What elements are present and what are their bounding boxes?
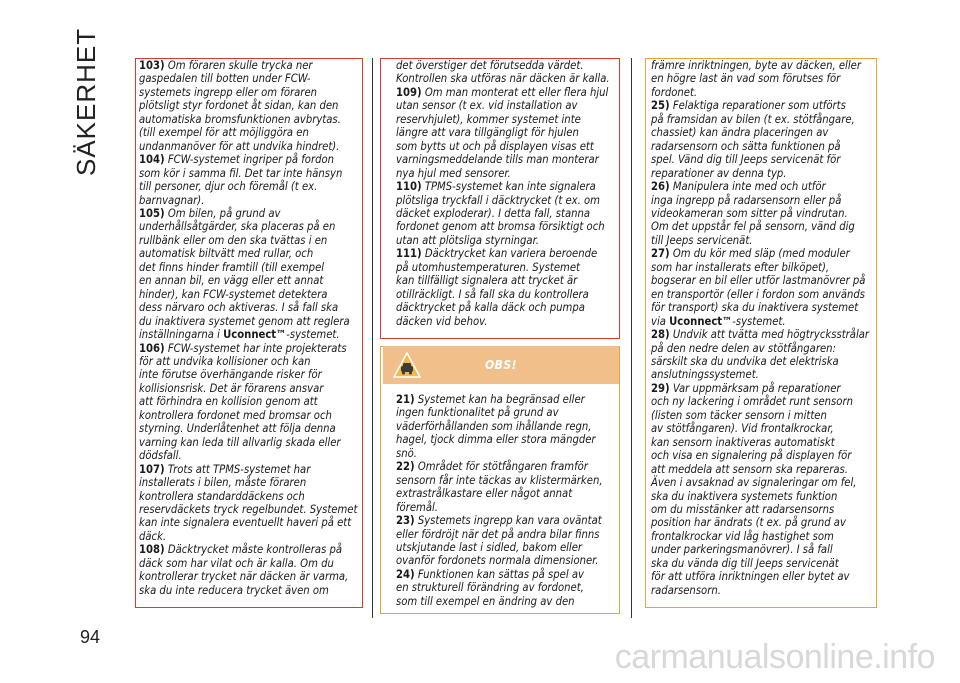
column-divider-2 [631,58,632,618]
watermark: carmanualsonline.info [614,638,935,676]
note-item: 27) Om du kör med släp (med moduler som har installerats efter bilköpet), bogserar en bil eller utför lastmanövrer på en transportör (eller i fordon som används för transport) ska du inaktivera systemet via Uconnect™-systemet. [651,247,866,328]
note-item: 107) Trots att TPMS-systemet har installerats i bilen, måste föraren kontrollera standarddäckens och reservdäckets tryck regelbundet. Systemet kan inte signalera eventuellt haveri på ett däck. [139,462,358,543]
column-divider-1 [372,58,373,618]
note-number: 27) [651,247,670,261]
continued-paragraph: det överstiger det förutsedda värdet. Kontrollen ska utföras när däcken är kalla. [396,59,610,86]
note-item: 105) Om bilen, på grund av underhållsåtgärder, ska placeras på en rullbänk eller om den ska tvättas i en automatisk biltvätt med rullar, och det finns hinder framtill (till exempel en annan bil, en vägg eller ett annat hinder), kan FCW-systemet detektera dess närvaro och aktiveras. I så fall ska du inaktivera systemet genom att reglera inställningarna i Uconnect™-systemet. [139,206,350,342]
note-item: 26) Manipulera inte med och utför inga ingrepp på radarsensorn eller på videokameran som sitter på vindrutan. Om det uppstår fel på sensorn, vänd dig till Jeeps servicenät. [651,180,855,247]
note-item: 29) Var uppmärksam på reparationer och ny lackering i området runt sensorn (listen som täcker sensorn i mitten av stötfångaren). Vid frontalkrockar, kan sensorn inaktiveras automatiskt och visa en signalering på displayen för att meddela att sensorn ska repareras. Även i avsaknad av signaleringar om fel, ska du inaktivera systemets funktion om du misstänker att radarsensorns position har ändrats (t ex. på grund av frontalkrockar vid låg hastighet som under parkeringsmanövrer). I så fall ska du vända dig till Jeeps servicenät för att utföra inriktningen eller bytet av radarsensorn. [651,381,857,597]
note-item: 22) Området för stötfångaren framför sensorn får inte täckas av klistermärken, extrastrålkastare eller något annat föremål. [396,460,603,514]
note-number: 103) [139,59,165,72]
note-number: 23) [396,514,415,528]
continued-paragraph: främre inriktningen, byte av däcken, eller en högre last än vad som förutses för fordonet. [651,59,861,99]
note-item: 104) FCW-systemet ingriper på fordon som kör i samma fil. Det tar inte hänsyn till personer, djur och föremål (t ex. barnvagnar). [139,153,343,207]
note-number: 24) [396,567,415,581]
note-number: 110) [396,180,422,194]
note-number: 28) [651,328,670,342]
note-item: 110) TPMS-systemet kan inte signalera plötsliga tryckfall i däcktrycket (t ex. om däcket exploderar). I detta fall, stanna fordonet genom att bromsa försiktigt och utan att plötsliga styrningar. [396,180,605,247]
note-item: 109) Om man monterat ett eller flera hjul utan sensor (t ex. vid installation av reservhjulet), kommer systemet inte längre att vara tillgängligt för hjulen som bytts ut och på displayen visas ett varningsmeddelande tills man monterar nya hjul med sensorer. [396,85,609,180]
note-number: 111) [396,247,422,261]
warning-text-col1 [139,59,363,597]
note-number: 25) [651,99,670,113]
note-number: 105) [139,206,165,220]
note-item: 108) Däcktrycket måste kontrolleras på däck som har vilat och är kalla. Om du kontrollerar trycket när däcken är varma, ska du inte reducera trycket även om [139,543,349,597]
note-item: 28) Undvik att tvätta med högtrycksstrålar på den nedre delen av stötfångaren: särskilt ska du undvika det elektriska anslutningssystemet. [651,328,870,382]
note-title: OBS! [484,358,518,372]
note-text-col3 [651,59,877,597]
section-title: SÄKERHET [71,27,101,176]
note-number: 108) [139,543,165,557]
note-number: 109) [396,85,422,99]
note-item: 21) Systemet kan ha begränsad eller ingen funktionalitet på grund av väderförhållanden som ihållande regn, hagel, tjock dimma eller stora mängder snö. [396,393,596,460]
note-number: 106) [139,341,165,355]
note-item: 103) Om föraren skulle trycka ner gaspedalen till botten under FCW- systemets ingrepp eller om föraren plötsligt styr fordonet åt sidan, kan den automatiska bromsfunktionen avbrytas. (till exempel för att möjliggöra en undanmanöver för att undvika hindret). [139,59,341,153]
note-number: 104) [139,153,165,167]
page-number: 94 [80,627,101,647]
note-number: 107) [139,462,165,476]
note-number: 29) [651,381,670,395]
note-item: 24) Funktionen kan sättas på spel av en strukturell förändring av fordonet, som till exempel en ändring av den [396,567,584,608]
note-item: 23) Systemets ingrepp kan vara oväntat eller fördröjt när det på andra bilar finns utskjutande last i sidled, bakom eller ovanför fordonets normala dimensioner. [396,514,602,568]
note-number: 22) [396,460,415,474]
note-item: 106) FCW-systemet har inte projekterats för att undvika kollisioner och kan inte förutse överhängande risker för kollisionsrisk. Det är förarens ansvar att förhindra en kollision genom att kontrollera fordonet med bromsar och styrning. Underlåtenhet att följa denna varning kan leda till allvarlig skada eller dödsfall. [139,341,347,463]
note-number: 26) [651,180,670,194]
warning-text-col2 [396,59,620,328]
note-text-col2 [396,393,620,608]
note-number: 21) [396,393,415,406]
note-item: 111) Däcktrycket kan variera beroende på utomhustemperaturen. Systemet kan tillfälligt signalera att trycket är otillräckligt. I så fall ska du kontrollera däcktrycket på kalla däck och pumpa däcken vid behov. [396,247,598,328]
note-item: 25) Felaktiga reparationer som utförts på framsidan av bilen (t ex. stötfångare, chassiet) kan ändra placeringen av radarsensorn och sätta funktionen på spel. Vänd dig till Jeeps servicenät för reparationer av denna typ. [651,99,855,180]
